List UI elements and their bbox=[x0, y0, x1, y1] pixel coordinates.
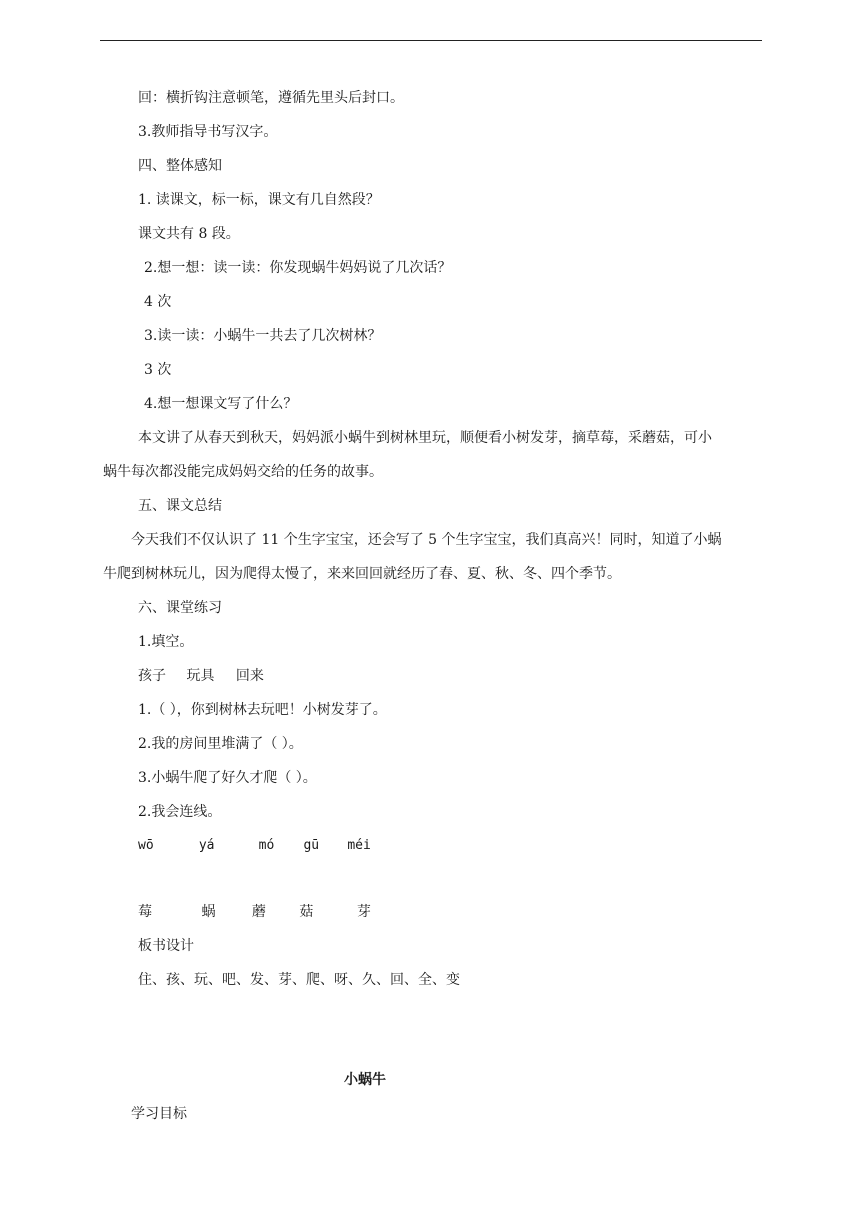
word-item: 玩具 bbox=[186, 668, 215, 684]
text-line: 3.教师指导书写汉字。 bbox=[138, 124, 278, 140]
fill-blank-item: 1.（ ），你到树林去玩吧！小树发芽了。 bbox=[138, 702, 387, 718]
pinyin-item: yá bbox=[198, 838, 215, 853]
text-line: 1.填空。 bbox=[138, 634, 194, 650]
paragraph-line: 牛爬到树林玩儿，因为爬得太慢了，来来回回就经历了春、夏、秋、冬、四个季节。 bbox=[103, 566, 621, 582]
paragraph-line: 蜗牛每次都没能完成妈妈交给的任务的故事。 bbox=[103, 464, 383, 480]
fill-blank-item: 3.小蜗牛爬了好久才爬（ ）。 bbox=[138, 770, 317, 786]
section-heading: 五、课文总结 bbox=[138, 498, 222, 514]
pinyin-item: wō bbox=[138, 838, 154, 853]
text-line: 4 次 bbox=[144, 294, 172, 310]
text-line: 2.我会连线。 bbox=[138, 804, 222, 820]
text-line: 2.想一想：读一读：你发现蜗牛妈妈说了几次话？ bbox=[144, 260, 452, 276]
char-item: 蜗 bbox=[201, 904, 216, 920]
section-heading: 四、整体感知 bbox=[138, 158, 222, 174]
section-heading: 六、课堂练习 bbox=[138, 600, 222, 616]
pinyin-item: mó bbox=[258, 838, 275, 853]
text-line: 板书设计 bbox=[138, 938, 194, 954]
paragraph-line: 本文讲了从春天到秋天，妈妈派小蜗牛到树林里玩，顺便看小树发芽，摘草莓，采蘑菇，可小 bbox=[138, 430, 712, 446]
pinyin-item: méi bbox=[347, 838, 371, 853]
paragraph-line: 今天我们不仅认识了 11 个生字宝宝，还会写了 5 个生字宝宝，我们真高兴！同时，知道了小蜗 bbox=[131, 532, 722, 548]
text-line: 1. 读课文，标一标，课文有几自然段？ bbox=[138, 192, 380, 208]
text-line: 3.读一读：小蜗牛一共去了几次树林？ bbox=[144, 328, 382, 344]
section-heading: 学习目标 bbox=[131, 1106, 187, 1122]
pinyin-row bbox=[138, 836, 371, 856]
text-line: 课文共有 8 段。 bbox=[138, 226, 240, 242]
pinyin-item: gū bbox=[303, 838, 320, 853]
word-item: 回来 bbox=[235, 668, 264, 684]
word-item: 孩子 bbox=[138, 668, 166, 684]
lesson-title: 小蜗牛 bbox=[344, 1072, 386, 1088]
char-item: 菇 bbox=[299, 904, 314, 920]
char-item: 芽 bbox=[356, 904, 371, 920]
char-item: 蘑 bbox=[251, 904, 266, 920]
word-bank bbox=[138, 666, 264, 686]
text-line: 4.想一想课文写了什么？ bbox=[144, 396, 298, 412]
char-item: 莓 bbox=[138, 904, 152, 920]
character-row bbox=[138, 902, 371, 922]
header-rule bbox=[100, 40, 762, 41]
text-line: 回：横折钩注意顿笔，遵循先里头后封口。 bbox=[138, 90, 404, 106]
fill-blank-item: 2.我的房间里堆满了（ ）。 bbox=[138, 736, 303, 752]
text-line: 3 次 bbox=[144, 362, 172, 378]
board-design-chars: 住、孩、玩、吧、发、芽、爬、呀、久、回、全、变 bbox=[138, 972, 460, 988]
